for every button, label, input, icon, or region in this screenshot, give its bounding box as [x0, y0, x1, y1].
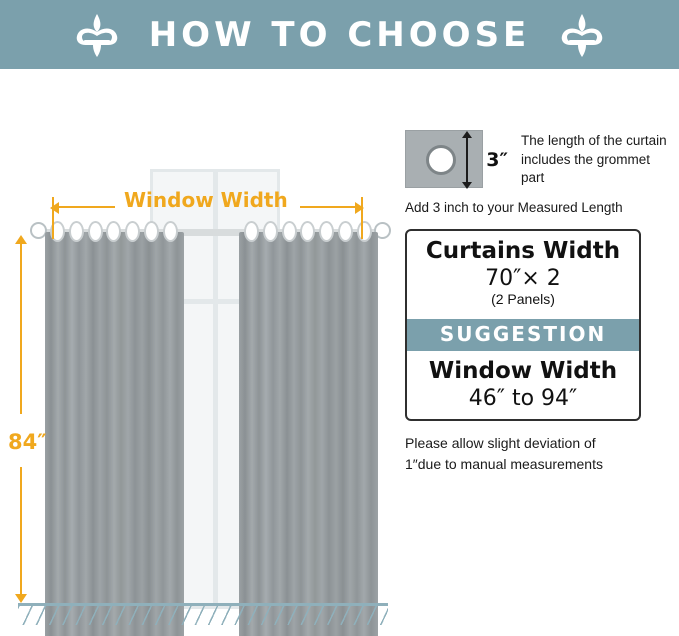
window-width-measure-label: Window Width — [124, 188, 288, 212]
deviation-note-line2: 1″due to manual measurements — [405, 456, 603, 472]
suggestion-band: SUGGESTION — [407, 319, 639, 351]
grommet-detail-row — [405, 130, 667, 188]
grommet-height-arrow-icon — [466, 137, 468, 183]
curtains-width-title: Curtains Width — [425, 238, 621, 264]
grommet-closeup-image — [405, 130, 508, 188]
width-arrow-line-left — [53, 206, 115, 208]
grommet-note-text: The length of the curtain includes the grommet part — [521, 133, 667, 186]
arrow-right-icon — [355, 202, 364, 214]
curtains-width-cell — [407, 231, 639, 319]
deviation-note — [405, 433, 657, 475]
window-width-value: 46″ to 94″ — [468, 386, 578, 411]
header-banner — [0, 0, 679, 69]
curtains-width-value: 70″× 2 — [485, 266, 561, 291]
arrow-up-icon — [15, 235, 27, 244]
deviation-note-line1: Please allow slight deviation of — [405, 435, 596, 451]
curtain-illustration — [0, 69, 400, 636]
add-length-note: Add 3 inch to your Measured Length — [405, 200, 623, 215]
width-arrow-line-right — [300, 206, 362, 208]
window-width-cell — [407, 351, 639, 419]
fleur-de-lis-icon — [71, 12, 123, 58]
suggestion-card — [405, 229, 641, 421]
info-column — [405, 130, 667, 475]
grommet-size-label: 3″ — [486, 149, 508, 171]
curtain-height-measure-label: 84″ — [8, 430, 47, 454]
floor-hatch-pattern — [18, 606, 388, 625]
floor-hatching — [18, 603, 388, 625]
curtain-panel-right — [239, 232, 378, 636]
curtain-panel-left — [45, 232, 184, 636]
page-title: HOW TO CHOOSE — [148, 14, 531, 55]
arrow-left-icon — [50, 202, 59, 214]
arrow-down-icon — [15, 594, 27, 603]
fleur-de-lis-icon — [556, 12, 608, 58]
window-width-title: Window Width — [428, 358, 618, 384]
curtains-width-sub: (2 Panels) — [491, 291, 555, 307]
grommet-hole-icon — [426, 145, 456, 175]
height-arrow-line-top — [20, 239, 22, 414]
height-arrow-line-bottom — [20, 467, 22, 600]
